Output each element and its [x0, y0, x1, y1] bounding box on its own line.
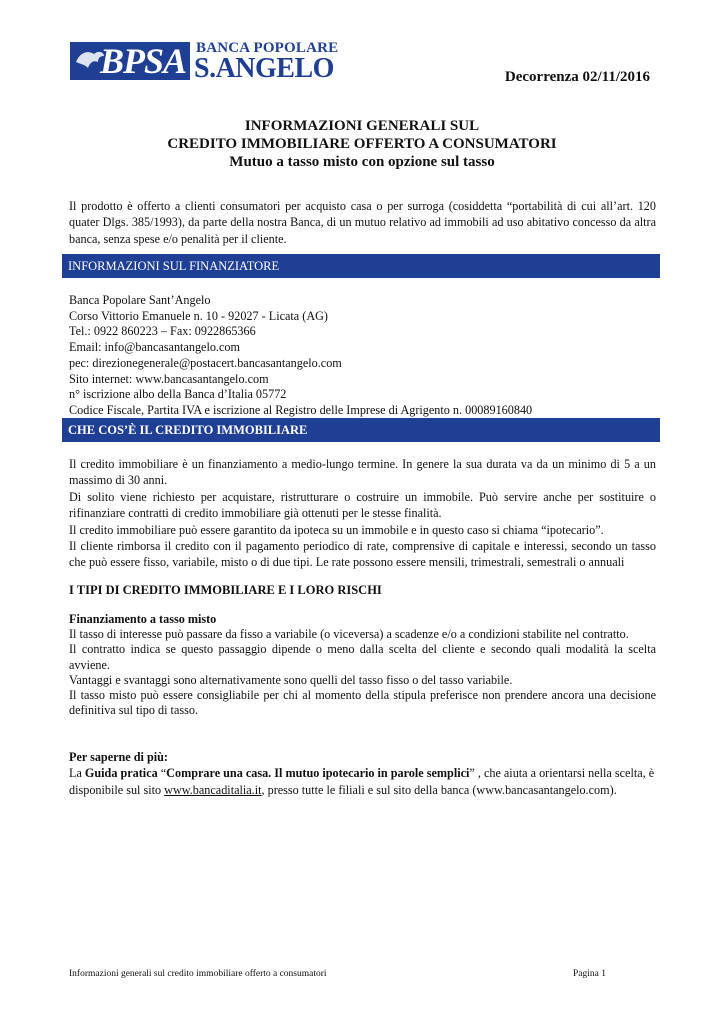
- text-fragment: ” , che aiuta a orientarsi nella scelta, è disponibile sul sito: [69, 766, 655, 797]
- more-info-title: Per saperne di più:: [69, 750, 168, 764]
- paragraph: Il credito immobiliare è un finanziamento a medio-lungo termine. In genere la sua durata va da un minimo di 5 a un massimo di 30 anni.: [69, 457, 656, 488]
- text-fragment: La: [69, 766, 85, 781]
- section-header-finanziatore: INFORMAZIONI SUL FINANZIATORE: [62, 254, 660, 278]
- paragraph: Il tasso di interesse può passare da fisso a variabile (o viceversa) a scadenze e/o a condizioni stabilite nel contratto.: [69, 627, 629, 642]
- title-line-2: CREDITO IMMOBILIARE OFFERTO A CONSUMATORI: [167, 136, 557, 152]
- paragraph: Vantaggi e svantaggi sono alternativamente sono quelli del tasso fisso o del tasso variabile.: [69, 672, 513, 687]
- paragraph: Il tasso misto può essere consigliabile per chi al momento della stipula preferisce non prendere ancora una decisione definitiva sul tipo di tasso.: [69, 688, 656, 718]
- more-info-section: [69, 749, 656, 798]
- title-line-3: Mutuo a tasso misto con opzione sul tasso: [229, 154, 495, 170]
- lender-line: Codice Fiscale, Partita IVA e iscrizione al Registro delle Imprese di Agrigento n. 00089160840: [69, 402, 533, 417]
- guide-title: Comprare una casa. Il mutuo ipotecario in parole semplici: [166, 766, 470, 781]
- footer-text: Informazioni generali sul credito immobiliare offerto a consumatori: [69, 969, 327, 979]
- document-title: [60, 117, 664, 171]
- more-info-text: [69, 765, 656, 798]
- logo-mark: [70, 42, 190, 80]
- logo-line2: S.ANGELO: [194, 53, 334, 84]
- paragraph: Il contratto indica se questo passaggio dipende o meno dalla scelta del cliente e secondo quali modalità la scelta avviene.: [69, 642, 656, 672]
- section-header-credito: CHE COS’È IL CREDITO IMMOBILIARE: [62, 418, 660, 442]
- guide-label: Guida pratica: [84, 766, 158, 781]
- credito-description: [69, 456, 656, 571]
- text-fragment: “: [157, 766, 167, 781]
- intro-paragraph: Il prodotto è offerto a clienti consumatori per acquisto casa o per surroga (cosiddetta “portabilità di cui all’art. 120 quater Dlgs. 385/1993), da parte della nostra Banca, di un mutuo relativo ad immobili ad uso abitativo concesso da altra banca, senza spese e/o penalità per il cliente.: [69, 199, 656, 246]
- bancaditalia-link[interactable]: www.bancaditalia.it: [164, 782, 262, 797]
- lender-line: n° iscrizione albo della Banca d’Italia 05772: [69, 387, 287, 402]
- paragraph: Il cliente rimborsa il credito con il pagamento periodico di rate, comprensive di capitale e interessi, secondo un tasso che può essere fisso, variabile, misto o di due tipi. Le rate possono essere mensili, trimestrali, semestrali o annuali: [69, 539, 656, 570]
- lender-line: Email: info@bancasantangelo.com: [69, 340, 240, 355]
- effective-date: Decorrenza 02/11/2016: [504, 69, 650, 85]
- lender-line: pec: direzionegenerale@postacert.bancasantangelo.com: [69, 355, 342, 370]
- subheading: Finanziamento a tasso misto: [69, 612, 217, 626]
- lender-line: Tel.: 0922 860223 – Fax: 0922865366: [69, 324, 256, 339]
- lender-line: Banca Popolare Sant’Angelo: [69, 293, 211, 307]
- title-line-1: INFORMAZIONI GENERALI SUL: [244, 118, 480, 134]
- section-heading-rischi: I TIPI DI CREDITO IMMOBILIARE E I LORO RISCHI: [69, 583, 382, 597]
- page-number: Pagina 1: [573, 969, 606, 979]
- paragraph: Di solito viene richiesto per acquistare, ristrutturare o costruire un immobile. Può servire anche per sostituire o rifinanziare contratti di credito immobiliare già ottenuti per le stesse finalità.: [69, 489, 656, 521]
- paragraph: Il credito immobiliare può essere garantito da ipoteca su un immobile e in questo caso si chiama “ipotecario”.: [69, 522, 604, 537]
- logo-abbr: BPSA: [99, 42, 186, 80]
- text-fragment: , presso tutte le filiali e sul sito della banca (www.bancasantangelo.com).: [261, 782, 617, 797]
- lender-info: [69, 293, 656, 419]
- bank-logo: [70, 40, 339, 84]
- lender-line: Sito internet: www.bancasantangelo.com: [69, 371, 269, 386]
- eagle-icon: [74, 48, 106, 74]
- logo-line1: BANCA POPOLARE: [196, 40, 339, 56]
- lender-line: Corso Vittorio Emanuele n. 10 - 92027 - Licata (AG): [69, 308, 328, 323]
- tasso-misto-section: [69, 612, 656, 718]
